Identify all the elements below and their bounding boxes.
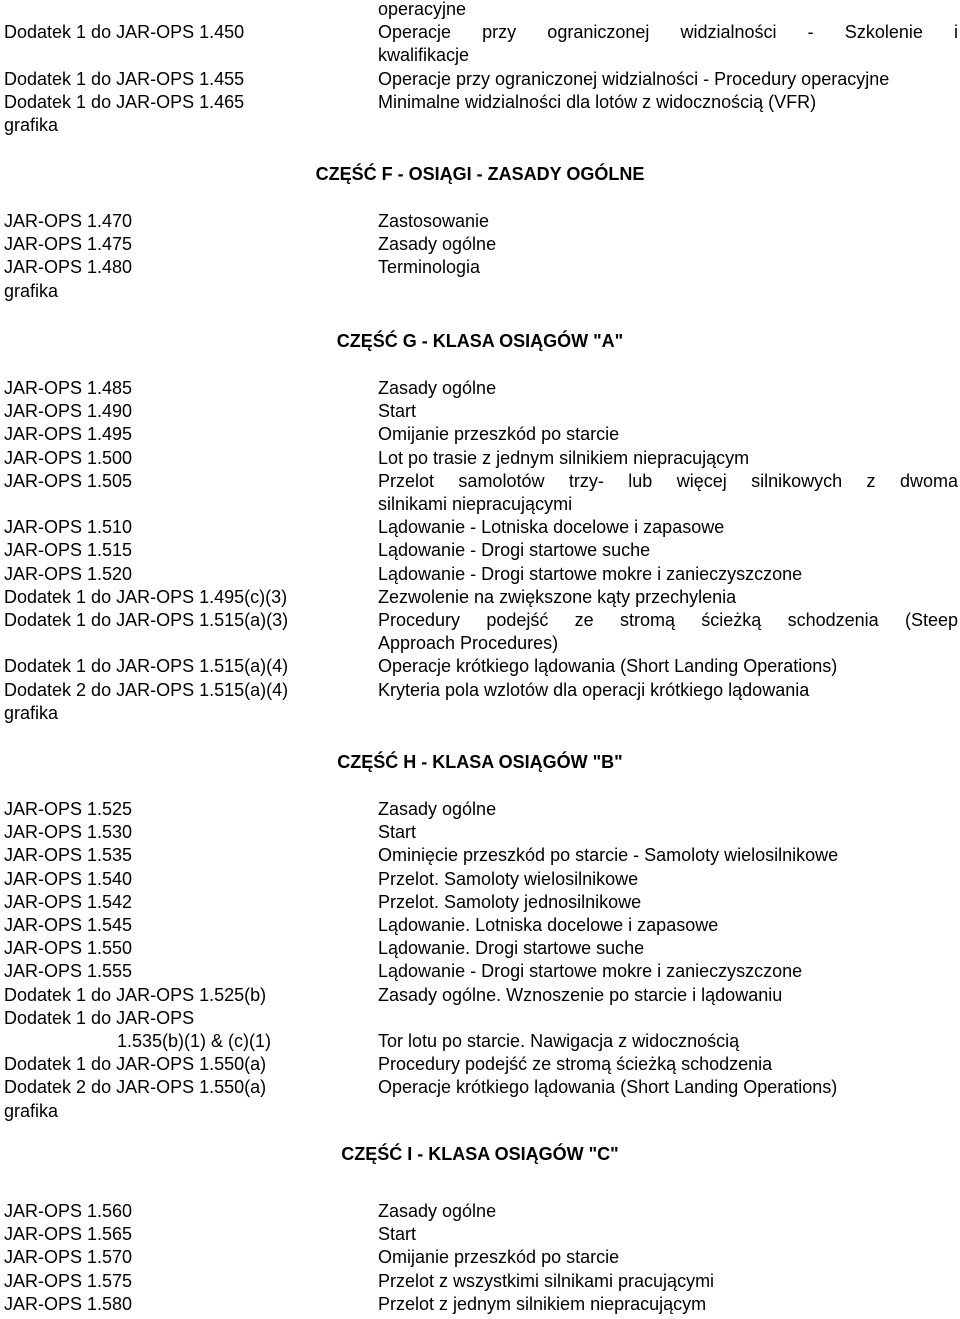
graphic-placeholder-label: grafika [4, 115, 59, 135]
toc-row [0, 423, 960, 446]
regulation-reference: JAR-OPS 1.530 [4, 822, 133, 843]
regulation-title: Start [378, 1224, 417, 1245]
regulation-reference: Dodatek 2 do JAR-OPS 1.550(a) [4, 1077, 267, 1098]
toc-row [0, 1223, 960, 1246]
regulation-reference: Dodatek 1 do JAR-OPS [4, 1007, 195, 1028]
regulation-reference: Dodatek 1 do JAR-OPS 1.450 [4, 22, 245, 43]
toc-row [0, 1270, 960, 1293]
toc-row [0, 539, 960, 562]
regulation-reference: JAR-OPS 1.520 [4, 563, 133, 584]
toc-row [0, 1293, 960, 1316]
regulation-title: Lądowanie - Drogi startowe mokre i zanieczyszczone [378, 563, 803, 584]
regulation-title: Operacje krótkiego lądowania (Short Landing Operations) [378, 1077, 838, 1098]
graphic-placeholder-label: grafika [4, 702, 59, 723]
regulation-title: Zasady ogólne [378, 1201, 497, 1221]
graphic-placeholder-label: grafika [4, 280, 59, 301]
regulation-title: Kryteria pola wzlotów dla operacji krótkiego lądowania [378, 679, 810, 700]
regulation-title: Zasady ogólne. Wznoszenie po starcie i lądowaniu [378, 984, 783, 1005]
regulation-title: Tor lotu po starcie. Nawigacja z widocznością [378, 1031, 740, 1051]
regulation-title: Terminologia [378, 257, 481, 278]
toc-row [0, 609, 960, 632]
regulation-title: Przelot. Samoloty jednosilnikowe [378, 891, 642, 912]
regulation-title: Operacje przy ograniczonej widzialności - Procedury operacyjne [378, 68, 890, 89]
regulation-reference: JAR-OPS 1.525 [4, 799, 133, 819]
regulation-reference: JAR-OPS 1.565 [4, 1224, 133, 1245]
regulation-title: Lądowanie - Lotniska docelowe i zapasowe [378, 517, 725, 538]
regulation-reference: JAR-OPS 1.555 [4, 961, 133, 982]
regulation-title: Operacje przy ograniczonej widzialności - Szkolenie i [378, 22, 958, 43]
toc-row [0, 702, 960, 725]
toc-row [0, 844, 960, 867]
toc-row [0, 256, 960, 279]
toc-row [0, 280, 960, 303]
regulation-reference: Dodatek 1 do JAR-OPS 1.525(b) [4, 984, 267, 1005]
toc-row [0, 655, 960, 678]
toc-row [0, 44, 960, 67]
regulation-title: Zezwolenie na zwiększone kąty przechylenia [378, 586, 737, 607]
regulation-reference: JAR-OPS 1.485 [4, 378, 133, 398]
regulation-reference: Dodatek 1 do JAR-OPS 1.550(a) [4, 1054, 267, 1075]
regulation-reference: Dodatek 1 do JAR-OPS 1.515(a)(3) [4, 610, 289, 630]
regulation-reference: Dodatek 1 do JAR-OPS 1.515(a)(4) [4, 656, 289, 677]
toc-row [0, 516, 960, 539]
regulation-reference: JAR-OPS 1.495 [4, 424, 133, 445]
toc-row [0, 68, 960, 91]
regulation-reference: Dodatek 1 do JAR-OPS 1.455 [4, 68, 245, 89]
section-heading: CZĘŚĆ F - OSIĄGI - ZASADY OGÓLNE [315, 164, 645, 184]
regulation-title: operacyjne [378, 0, 467, 19]
graphic-placeholder-label: grafika [4, 1100, 59, 1121]
regulation-reference: JAR-OPS 1.580 [4, 1293, 133, 1314]
regulation-reference: JAR-OPS 1.475 [4, 234, 133, 255]
regulation-title: Zasady ogólne [378, 234, 497, 255]
toc-row [0, 679, 960, 702]
regulation-reference: JAR-OPS 1.535 [4, 845, 133, 866]
regulation-title: Zasady ogólne [378, 378, 497, 398]
toc-row [0, 891, 960, 914]
toc-row [0, 1053, 960, 1076]
regulation-title: Lądowanie. Lotniska docelowe i zapasowe [378, 915, 719, 935]
regulation-reference: JAR-OPS 1.550 [4, 938, 133, 959]
regulation-reference: Dodatek 1 do JAR-OPS 1.465 [4, 91, 245, 112]
regulation-title: Ominięcie przeszkód po starcie - Samoloty wielosilnikowe [378, 845, 839, 866]
toc-row [0, 233, 960, 256]
toc-row [0, 960, 960, 983]
regulation-title: Operacje krótkiego lądowania (Short Landing Operations) [378, 656, 838, 677]
toc-row [0, 632, 960, 655]
toc-row [0, 1030, 960, 1053]
regulation-title: Zasady ogólne [378, 799, 497, 819]
regulation-reference: JAR-OPS 1.510 [4, 517, 133, 538]
regulation-title: Minimalne widzialności dla lotów z widocznością (VFR) [378, 91, 817, 112]
regulation-reference: JAR-OPS 1.480 [4, 257, 133, 278]
regulation-title: Omijanie przeszkód po starcie [378, 424, 620, 445]
toc-row [0, 868, 960, 891]
toc-row [0, 1200, 960, 1223]
regulation-reference: Dodatek 1 do JAR-OPS 1.495(c)(3) [4, 586, 288, 607]
regulation-reference: JAR-OPS 1.570 [4, 1247, 133, 1268]
toc-row [0, 984, 960, 1007]
regulation-title: Przelot. Samoloty wielosilnikowe [378, 868, 639, 889]
toc-row [0, 821, 960, 844]
toc-row [0, 21, 960, 44]
regulation-reference: 1.535(b)(1) & (c)(1) [117, 1031, 272, 1051]
section-heading: CZĘŚĆ I - KLASA OSIĄGÓW "C" [341, 1144, 619, 1164]
regulation-title: kwalifikacje [378, 45, 470, 66]
toc-row [0, 377, 960, 400]
toc-row [0, 937, 960, 960]
regulation-reference: JAR-OPS 1.575 [4, 1270, 133, 1291]
toc-row [0, 400, 960, 423]
toc-row [0, 914, 960, 937]
regulation-title: Start [378, 401, 417, 422]
regulation-reference: JAR-OPS 1.515 [4, 540, 133, 561]
regulation-title: silnikami niepracującymi [378, 494, 573, 514]
regulation-title: Omijanie przeszkód po starcie [378, 1247, 620, 1268]
regulation-reference: JAR-OPS 1.545 [4, 915, 133, 935]
regulation-reference: JAR-OPS 1.500 [4, 447, 133, 468]
regulation-title: Zastosowanie [378, 211, 490, 231]
toc-row [0, 1100, 960, 1123]
section-heading: CZĘŚĆ H - KLASA OSIĄGÓW "B" [337, 752, 623, 772]
toc-row [0, 114, 960, 137]
toc-row [0, 563, 960, 586]
regulation-title: Przelot samolotów trzy- lub więcej silnikowych z dwoma [378, 470, 958, 491]
toc-row [0, 447, 960, 470]
regulation-title: Przelot z jednym silnikiem niepracującym [378, 1293, 707, 1314]
regulation-title: Approach Procedures) [378, 633, 559, 654]
toc-row [0, 798, 960, 821]
regulation-reference: JAR-OPS 1.560 [4, 1201, 133, 1221]
toc-row [0, 1076, 960, 1099]
regulation-title: Lądowanie - Drogi startowe mokre i zanieczyszczone [378, 961, 803, 982]
regulation-reference: JAR-OPS 1.470 [4, 211, 133, 231]
regulation-title: Lądowanie. Drogi startowe suche [378, 938, 645, 959]
section-heading: CZĘŚĆ G - KLASA OSIĄGÓW "A" [336, 331, 624, 351]
regulation-title: Przelot z wszystkimi silnikami pracującymi [378, 1270, 715, 1291]
toc-row [0, 1246, 960, 1269]
regulation-reference: JAR-OPS 1.542 [4, 891, 133, 912]
toc-row [0, 493, 960, 516]
regulation-reference: JAR-OPS 1.540 [4, 868, 133, 889]
toc-row [0, 470, 960, 493]
toc-row [0, 1007, 960, 1030]
regulation-title: Start [378, 822, 417, 843]
regulation-reference: JAR-OPS 1.505 [4, 470, 133, 491]
regulation-reference: JAR-OPS 1.490 [4, 401, 133, 422]
regulation-title: Lądowanie - Drogi startowe suche [378, 540, 651, 561]
regulation-title: Procedury podejść ze stromą ścieżką schodzenia [378, 1054, 773, 1075]
toc-row [0, 91, 960, 114]
regulation-title: Procedury podejść ze stromą ścieżką schodzenia (Steep [378, 610, 958, 630]
regulation-reference: Dodatek 2 do JAR-OPS 1.515(a)(4) [4, 679, 289, 700]
toc-row [0, 210, 960, 233]
toc-row [0, 0, 960, 21]
toc-row [0, 586, 960, 609]
regulation-title: Lot po trasie z jednym silnikiem niepracującym [378, 447, 750, 468]
